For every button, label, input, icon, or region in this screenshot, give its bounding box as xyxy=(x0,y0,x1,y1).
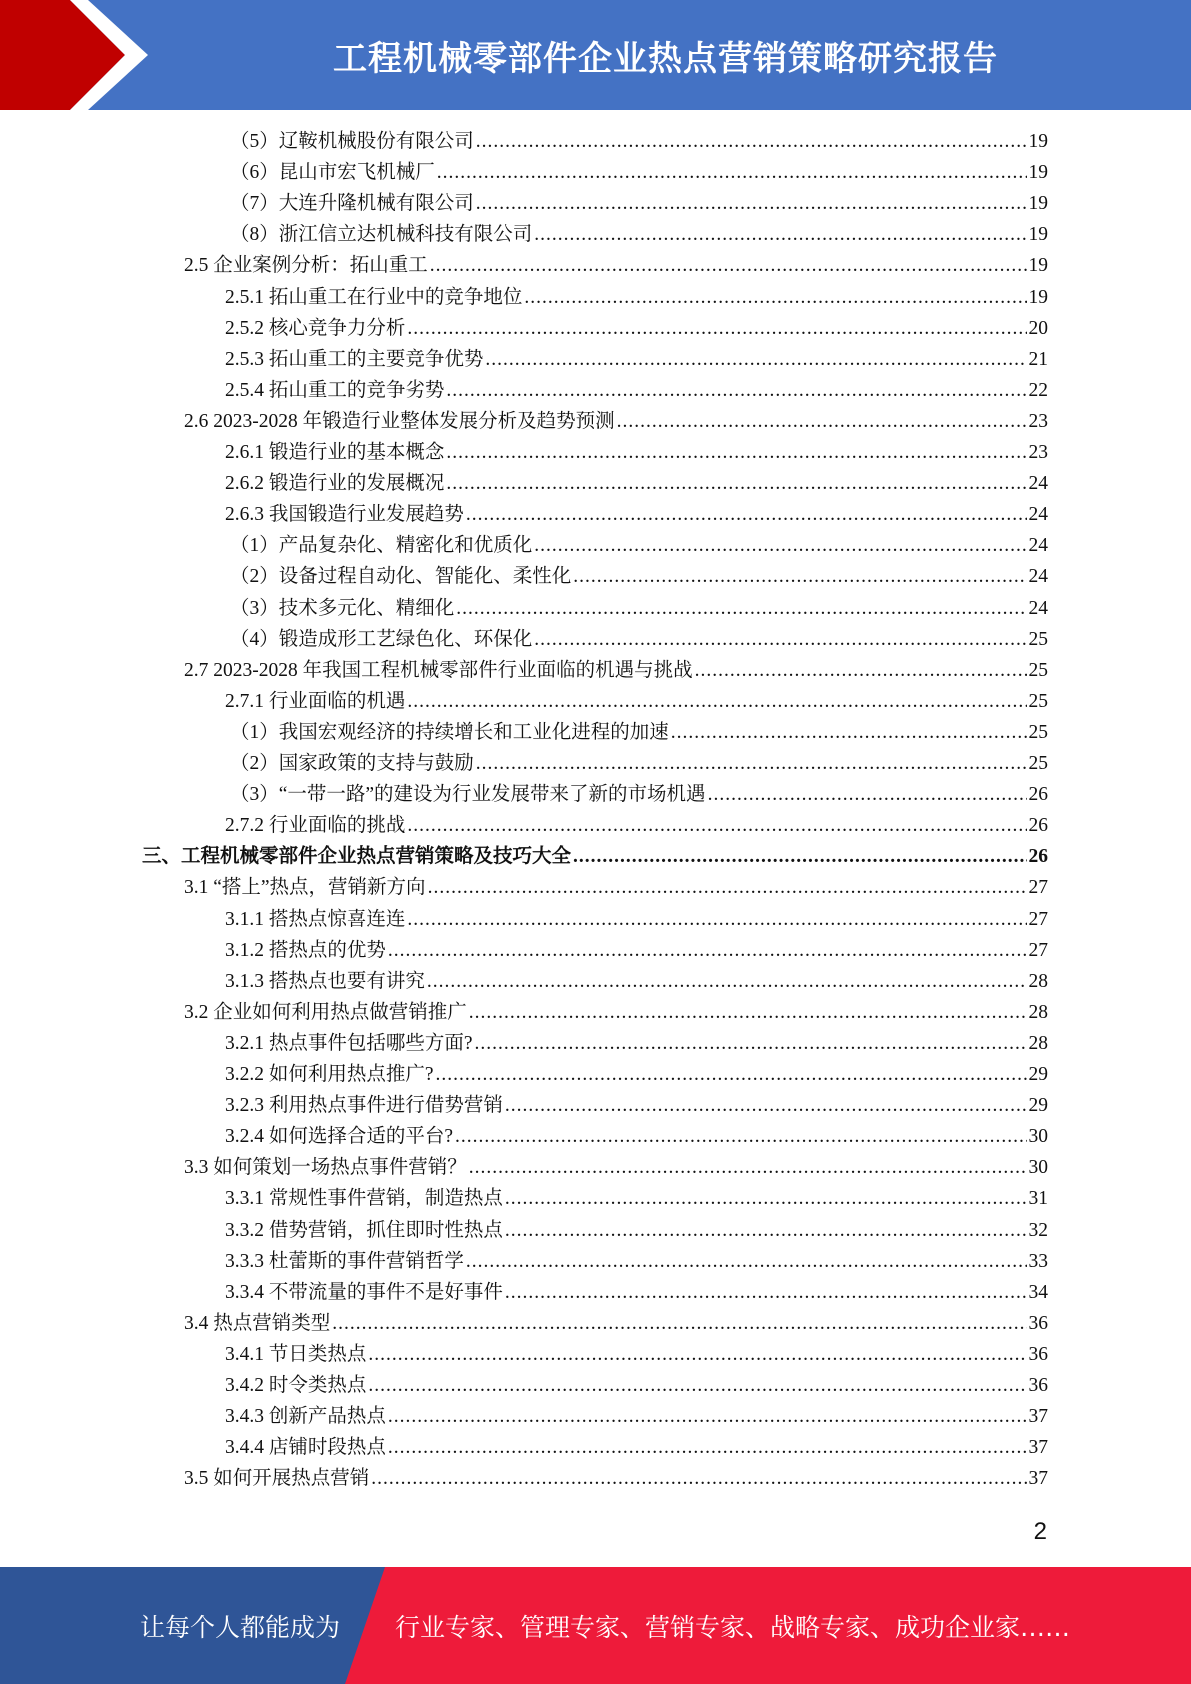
toc-entry[interactable] xyxy=(225,687,1048,717)
toc-entry-title: 3.4.4 店铺时段热点 xyxy=(225,1437,386,1459)
toc-entry-page: 30 xyxy=(1028,1126,1048,1148)
toc-entry-title: 2.7 2023-2028 年我国工程机械零部件行业面临的机遇与挑战 xyxy=(184,659,693,681)
toc-entry[interactable] xyxy=(230,220,1048,250)
toc-entry-page: 27 xyxy=(1028,877,1048,899)
toc-entry[interactable] xyxy=(225,1371,1048,1401)
toc-entry-page: 24 xyxy=(1028,535,1048,557)
toc-leader-dots xyxy=(469,998,1027,1028)
toc-entry-page: 36 xyxy=(1028,1375,1048,1396)
toc-entry-title: 2.5.2 核心竞争力分析 xyxy=(225,317,406,339)
toc-entry-page: 32 xyxy=(1028,1219,1048,1241)
page-header xyxy=(0,0,1191,110)
toc-leader-dots xyxy=(671,718,1027,748)
toc-leader-dots xyxy=(446,376,1026,406)
toc-entry-page: 19 xyxy=(1028,286,1048,308)
toc-leader-dots xyxy=(427,967,1027,997)
toc-leader-dots xyxy=(505,1091,1027,1121)
toc-leader-dots xyxy=(466,1247,1027,1277)
toc-entry-page: 27 xyxy=(1028,908,1048,930)
toc-entry-page: 19 xyxy=(1028,255,1048,277)
toc-entry-title: 3.2.2 如何利用热点推广? xyxy=(225,1064,434,1085)
toc-entry-title: 2.7.2 行业面临的挑战 xyxy=(225,815,406,837)
toc-leader-dots xyxy=(534,531,1026,561)
toc-entry-page: 27 xyxy=(1028,939,1048,961)
toc-entry[interactable] xyxy=(184,998,1048,1028)
toc-leader-dots xyxy=(455,1122,1026,1152)
toc-entry-page: 19 xyxy=(1028,162,1048,184)
toc-entry[interactable] xyxy=(184,1153,1048,1183)
toc-entry-page: 34 xyxy=(1028,1281,1048,1303)
toc-entry[interactable] xyxy=(225,936,1048,966)
page-footer xyxy=(0,1567,1191,1684)
toc-entry[interactable] xyxy=(225,1122,1048,1152)
toc-entry-page: 20 xyxy=(1028,317,1048,339)
toc-leader-dots xyxy=(534,625,1026,655)
toc-leader-dots xyxy=(428,873,1027,903)
toc-entry-page: 31 xyxy=(1028,1188,1048,1210)
toc-entry-page: 21 xyxy=(1028,348,1048,370)
toc-entry-page: 25 xyxy=(1028,753,1048,774)
toc-entry-page: 24 xyxy=(1028,504,1048,526)
toc-entry-page: 28 xyxy=(1028,1001,1048,1023)
toc-entry[interactable] xyxy=(225,1433,1048,1463)
toc-entry-title: （3）技术多元化、精细化 xyxy=(230,597,455,619)
toc-leader-dots xyxy=(407,905,1026,935)
toc-leader-dots xyxy=(534,220,1026,250)
toc-entry-title: （7）大连升隆机械有限公司 xyxy=(230,193,474,215)
toc-entry-title: 3.4.2 时令类热点 xyxy=(225,1375,367,1396)
toc-leader-dots xyxy=(695,656,1027,686)
toc-entry-page: 36 xyxy=(1028,1312,1048,1334)
toc-entry[interactable] xyxy=(230,780,1048,810)
toc-entry-title: 3.4.3 创新产品热点 xyxy=(225,1406,386,1428)
toc-entry-title: 2.5.4 拓山重工的竞争劣势 xyxy=(225,379,445,401)
toc-leader-dots xyxy=(436,1060,1027,1090)
toc-entry-title: （1）产品复杂化、精密化和优质化 xyxy=(230,535,533,557)
toc-entry-page: 19 xyxy=(1028,131,1048,152)
toc-leader-dots xyxy=(332,1309,1026,1339)
toc-entry[interactable] xyxy=(184,656,1048,686)
toc-entry[interactable] xyxy=(230,625,1048,655)
toc-entry-page: 24 xyxy=(1028,597,1048,619)
toc-leader-dots xyxy=(430,251,1027,281)
toc-entry[interactable] xyxy=(230,594,1048,624)
toc-entry-title: 3.1.2 搭热点的优势 xyxy=(225,939,386,961)
report-title: 工程机械零部件企业热点营销策略研究报告 xyxy=(333,38,998,79)
toc-entry[interactable] xyxy=(184,1309,1048,1339)
toc-entry[interactable] xyxy=(230,189,1048,219)
toc-leader-dots xyxy=(476,749,1027,779)
toc-entry[interactable] xyxy=(184,873,1048,903)
toc-leader-dots xyxy=(505,1278,1027,1308)
toc-entry[interactable] xyxy=(230,158,1048,188)
toc-entry[interactable] xyxy=(225,1184,1048,1214)
toc-entry-page: 33 xyxy=(1028,1250,1048,1272)
toc-entry-title: 2.5.1 拓山重工在行业中的竞争地位 xyxy=(225,286,523,308)
toc-leader-dots xyxy=(573,562,1026,592)
toc-entry[interactable] xyxy=(230,718,1048,748)
toc-entry-page: 25 xyxy=(1028,628,1048,650)
toc-entry-page: 24 xyxy=(1028,473,1048,495)
toc-entry-title: （1）我国宏观经济的持续增长和工业化进程的加速 xyxy=(230,721,669,743)
toc-leader-dots xyxy=(505,1184,1027,1214)
toc-entry[interactable] xyxy=(230,749,1048,779)
page-number: 2 xyxy=(1033,1518,1047,1545)
toc-entry-page: 26 xyxy=(1028,846,1048,868)
toc-entry[interactable] xyxy=(225,967,1048,997)
toc-entry-page: 29 xyxy=(1028,1064,1048,1085)
toc-entry-page: 19 xyxy=(1028,193,1048,215)
footer-slogan-left: 让每个人都能成为 xyxy=(140,1612,341,1642)
toc-entry-title: 2.6 2023-2028 年锻造行业整体发展分析及趋势预测 xyxy=(184,410,615,432)
toc-entry-title: 3.3.1 常规性事件营销，制造热点 xyxy=(225,1188,503,1210)
toc-entry[interactable] xyxy=(225,438,1048,468)
toc-entry[interactable] xyxy=(225,376,1048,406)
toc-entry[interactable] xyxy=(225,345,1048,375)
toc-entry-title: 3.2.1 热点事件包括哪些方面? xyxy=(225,1032,473,1054)
toc-entry-title: （5）辽鞍机械股份有限公司 xyxy=(230,131,474,152)
toc-entry[interactable] xyxy=(225,905,1048,935)
toc-entry-title: 3.4.1 节日类热点 xyxy=(225,1343,367,1365)
toc-leader-dots xyxy=(475,1029,1027,1059)
toc-leader-dots xyxy=(371,1464,1026,1494)
toc-entry-title: 三、工程机械零部件企业热点营销策略及技巧大全 xyxy=(142,846,572,868)
toc-entry[interactable] xyxy=(184,251,1048,281)
toc-entry-title: （4）锻造成形工艺绿色化、环保化 xyxy=(230,628,533,650)
toc-entry-title: 3.2 企业如何利用热点做营销推广 xyxy=(184,1001,467,1023)
toc-entry[interactable] xyxy=(225,314,1048,344)
toc-leader-dots xyxy=(407,314,1026,344)
toc-entry[interactable] xyxy=(230,531,1048,561)
toc-entry-title: 3.3 如何策划一场热点事件营销？ xyxy=(184,1157,467,1179)
toc-entry-title: 2.6.2 锻造行业的发展概况 xyxy=(225,473,445,495)
toc-leader-dots xyxy=(469,1153,1027,1183)
toc-entry-title: （2）国家政策的支持与鼓励 xyxy=(230,753,474,774)
toc-entry[interactable] xyxy=(230,127,1048,157)
toc-leader-dots xyxy=(573,842,1026,872)
toc-leader-dots xyxy=(446,438,1026,468)
toc-entry-page: 25 xyxy=(1028,721,1048,743)
toc-entry-title: 2.6.1 锻造行业的基本概念 xyxy=(225,442,445,463)
toc-entry-page: 28 xyxy=(1028,970,1048,992)
toc-entry-title: 2.6.3 我国锻造行业发展趋势 xyxy=(225,504,464,526)
toc-entry-page: 26 xyxy=(1028,784,1048,806)
toc-leader-dots xyxy=(524,283,1026,313)
toc-leader-dots xyxy=(388,1402,1027,1432)
toc-entry[interactable] xyxy=(225,1060,1048,1090)
toc-entry-title: 3.1.1 搭热点惊喜连连 xyxy=(225,908,406,930)
toc-entry-page: 37 xyxy=(1028,1437,1048,1459)
toc-entry-page: 37 xyxy=(1028,1406,1048,1428)
toc-entry-title: 3.1 “搭上”热点，营销新方向 xyxy=(184,877,426,899)
toc-leader-dots xyxy=(388,1433,1027,1463)
toc-entry-page: 24 xyxy=(1028,566,1048,588)
toc-entry[interactable] xyxy=(230,562,1048,592)
toc-entry-title: 3.2.4 如何选择合适的平台? xyxy=(225,1126,454,1148)
toc-leader-dots xyxy=(407,687,1026,717)
toc-entry-title: 2.5.3 拓山重工的主要竞争优势 xyxy=(225,348,484,370)
toc-leader-dots xyxy=(617,407,1027,437)
toc-leader-dots xyxy=(368,1340,1026,1370)
toc-leader-dots xyxy=(437,158,1027,188)
toc-leader-dots xyxy=(476,189,1027,219)
toc-leader-dots xyxy=(456,594,1026,624)
toc-entry-title: （3）“一带一路”的建设为行业发展带来了新的市场机遇 xyxy=(230,784,706,806)
toc-entry-page: 30 xyxy=(1028,1157,1048,1179)
toc-entry[interactable] xyxy=(184,1464,1048,1494)
toc-entry-title: （8）浙江信立达机械科技有限公司 xyxy=(230,224,533,246)
toc-entry-title: 2.7.1 行业面临的机遇 xyxy=(225,690,406,712)
toc-entry-page: 23 xyxy=(1028,410,1048,432)
toc-entry-page: 23 xyxy=(1028,442,1048,463)
toc-leader-dots xyxy=(708,780,1027,810)
toc-entry[interactable] xyxy=(225,283,1048,313)
toc-leader-dots xyxy=(388,936,1027,966)
toc-entry-page: 22 xyxy=(1028,379,1048,401)
toc-entry-title: （6）昆山市宏飞机械厂 xyxy=(230,162,435,184)
toc-entry[interactable] xyxy=(225,1278,1048,1308)
toc-entry-page: 19 xyxy=(1028,224,1048,246)
toc-leader-dots xyxy=(368,1371,1026,1401)
toc-entry[interactable] xyxy=(225,1247,1048,1277)
toc-leader-dots xyxy=(446,469,1026,499)
toc-leader-dots xyxy=(466,500,1027,530)
toc-entry-page: 28 xyxy=(1028,1032,1048,1054)
toc-entry[interactable] xyxy=(225,1402,1048,1432)
toc-entry-title: 2.5 企业案例分析：拓山重工 xyxy=(184,255,428,277)
toc-leader-dots xyxy=(407,811,1026,841)
toc-entry-page: 29 xyxy=(1028,1095,1048,1117)
toc-entry-title: 3.3.3 杜蕾斯的事件营销哲学 xyxy=(225,1250,464,1272)
toc-entry[interactable] xyxy=(225,1029,1048,1059)
toc-leader-dots xyxy=(505,1216,1027,1246)
toc-entry[interactable] xyxy=(225,500,1048,530)
toc-entry[interactable] xyxy=(184,407,1048,437)
toc-entry[interactable] xyxy=(142,842,1048,872)
toc-leader-dots xyxy=(485,345,1026,375)
toc-entry-page: 37 xyxy=(1028,1468,1048,1490)
toc-entry[interactable] xyxy=(225,1091,1048,1121)
toc-entry-page: 25 xyxy=(1028,690,1048,712)
toc-entry[interactable] xyxy=(225,1216,1048,1246)
toc-entry-title: 3.3.2 借势营销，抓住即时性热点 xyxy=(225,1219,503,1241)
toc-entry-title: 3.4 热点营销类型 xyxy=(184,1312,331,1334)
toc-entry-page: 25 xyxy=(1028,659,1048,681)
toc-entry-title: 3.5 如何开展热点营销 xyxy=(184,1468,370,1490)
toc-leader-dots xyxy=(476,127,1027,157)
toc-entry-page: 26 xyxy=(1028,815,1048,837)
toc-entry-title: （2）设备过程自动化、智能化、柔性化 xyxy=(230,566,572,588)
toc-entry[interactable] xyxy=(225,1340,1048,1370)
toc-entry-page: 36 xyxy=(1028,1343,1048,1365)
toc-entry-title: 3.2.3 利用热点事件进行借势营销 xyxy=(225,1095,503,1117)
toc-entry-title: 3.3.4 不带流量的事件不是好事件 xyxy=(225,1281,503,1303)
toc-entry-title: 3.1.3 搭热点也要有讲究 xyxy=(225,970,425,992)
toc-entry[interactable] xyxy=(225,469,1048,499)
toc-entry[interactable] xyxy=(225,811,1048,841)
footer-slogan-right: 行业专家、管理专家、营销专家、战略专家、成功企业家…… xyxy=(395,1612,1071,1642)
